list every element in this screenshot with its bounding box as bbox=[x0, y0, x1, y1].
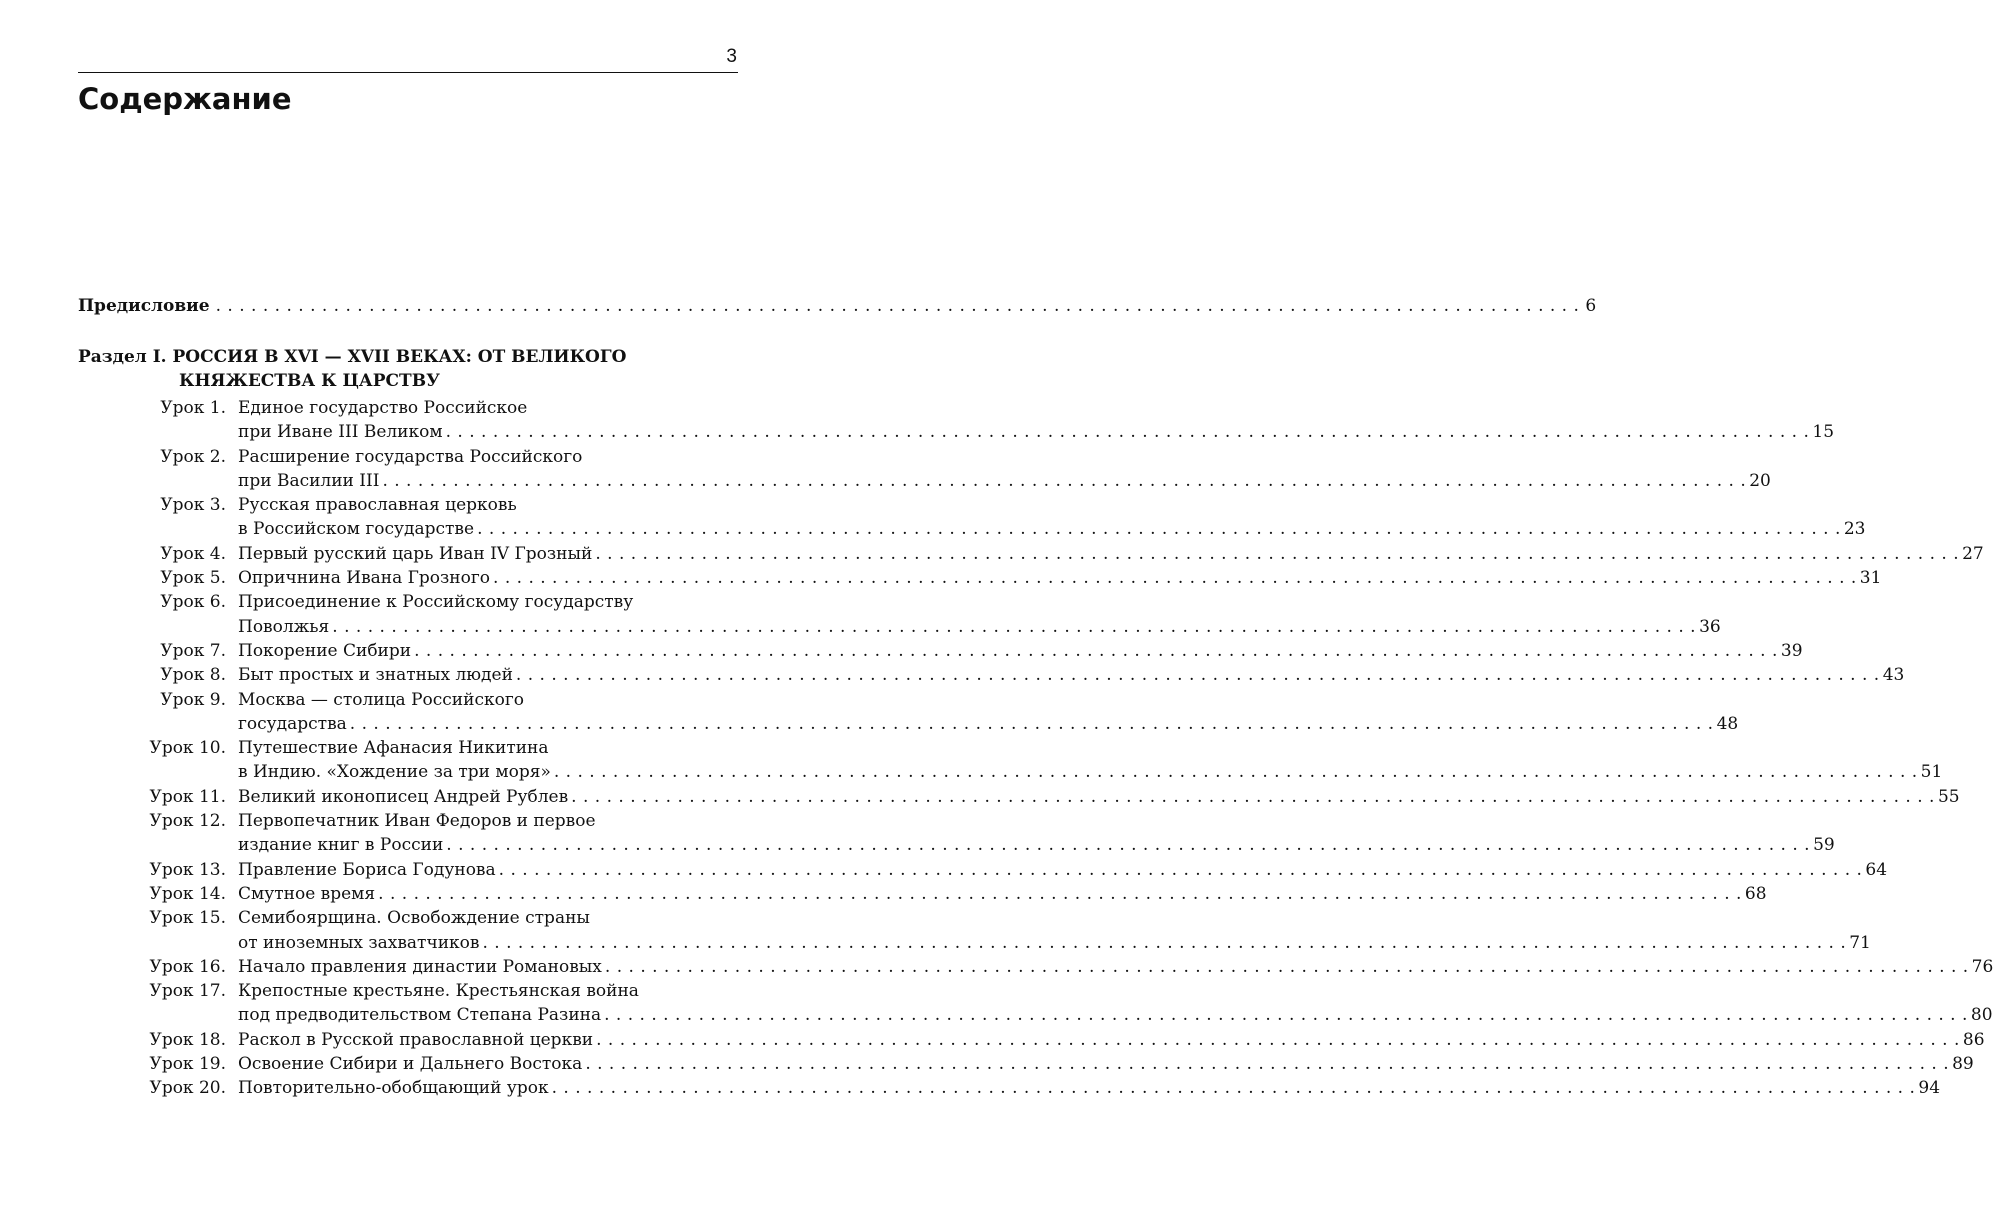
dot-leader bbox=[604, 1003, 1968, 1027]
page-title: Содержание bbox=[78, 82, 292, 116]
lesson-title-line bbox=[238, 517, 1866, 541]
lesson-title-text: издание книг в России bbox=[238, 835, 444, 856]
lesson-title-text: государства bbox=[238, 713, 347, 734]
lesson-number: Урок 1. bbox=[160, 398, 226, 418]
lesson-page: 55 bbox=[1937, 786, 1960, 807]
lesson-title-text: под предводительством Степана Разина bbox=[238, 1005, 602, 1026]
lesson-body bbox=[226, 882, 1767, 906]
lesson-title-text: в Индию. «Хождение за три моря» bbox=[238, 762, 551, 783]
lesson-title-line bbox=[238, 1076, 1940, 1100]
lesson-title-line bbox=[238, 858, 1887, 882]
section-heading bbox=[78, 345, 738, 393]
lesson-title-line bbox=[238, 1052, 1974, 1076]
toc-lesson-entry[interactable] bbox=[78, 906, 1871, 955]
dot-leader bbox=[350, 712, 1714, 736]
lesson-page: 64 bbox=[1865, 859, 1888, 880]
lesson-title-line bbox=[238, 639, 1803, 663]
lesson-title-line bbox=[238, 566, 1881, 590]
lesson-title-line: Семибоярщина. Освобождение страны bbox=[238, 908, 590, 929]
toc-lesson-entry[interactable] bbox=[78, 1076, 1941, 1100]
dot-leader bbox=[552, 1076, 1916, 1100]
lesson-page: 36 bbox=[1699, 616, 1721, 637]
lesson-body bbox=[226, 590, 1721, 639]
toc-lesson-entry[interactable] bbox=[78, 493, 1866, 542]
dot-leader bbox=[378, 882, 1742, 906]
toc-lesson-entry[interactable] bbox=[78, 1052, 1974, 1076]
toc-lesson-entry[interactable] bbox=[78, 663, 1905, 687]
dot-leader bbox=[585, 1052, 1949, 1076]
lesson-title-line bbox=[238, 663, 1904, 687]
dot-leader bbox=[446, 420, 1810, 444]
lesson-title-line bbox=[238, 420, 1834, 444]
lesson-title-line bbox=[238, 833, 1835, 857]
preface-page: 6 bbox=[1585, 296, 1597, 316]
header-rule bbox=[78, 72, 738, 73]
lesson-title-line: Путешествие Афанасия Никитина bbox=[238, 738, 549, 759]
toc-lesson-entry[interactable] bbox=[78, 542, 1984, 566]
lesson-title-line bbox=[238, 615, 1721, 639]
toc-lesson-entry[interactable] bbox=[78, 955, 1993, 979]
lesson-title-line bbox=[238, 1028, 1985, 1052]
toc-lesson-entry[interactable] bbox=[78, 566, 1882, 590]
lesson-number: Урок 11. bbox=[149, 786, 226, 807]
lesson-title-line bbox=[238, 882, 1767, 906]
lesson-body bbox=[226, 785, 1960, 809]
lesson-body bbox=[226, 445, 1771, 494]
lesson-title-text: Быт простых и знатных людей bbox=[238, 665, 513, 686]
lesson-list bbox=[78, 396, 1993, 1101]
toc-lesson-entry[interactable] bbox=[78, 882, 1767, 906]
lesson-title-text: Смутное время bbox=[238, 883, 376, 904]
lesson-number: Урок 5. bbox=[160, 568, 226, 589]
lesson-title-text: Поволжья bbox=[238, 616, 330, 637]
lesson-title-text: Повторительно-обобщающий урок bbox=[238, 1078, 549, 1099]
toc-lesson-entry[interactable] bbox=[78, 688, 1739, 737]
dot-leader bbox=[554, 760, 1918, 784]
lesson-page: 20 bbox=[1749, 470, 1771, 491]
lesson-body bbox=[226, 955, 1993, 979]
lesson-number: Урок 17. bbox=[149, 981, 226, 1002]
lesson-number: Урок 14. bbox=[149, 883, 226, 904]
lesson-number: Урок 12. bbox=[149, 811, 226, 832]
lesson-title-text: Освоение Сибири и Дальнего Востока bbox=[238, 1054, 583, 1075]
lesson-number: Урок 3. bbox=[160, 495, 226, 516]
toc-lesson-entry[interactable] bbox=[78, 396, 1835, 445]
lesson-body bbox=[226, 736, 1942, 785]
lesson-page: 94 bbox=[1918, 1078, 1941, 1099]
lesson-page: 23 bbox=[1843, 519, 1866, 540]
lesson-title-line: Русская православная церковь bbox=[238, 495, 517, 516]
dot-leader bbox=[446, 833, 1810, 857]
dot-leader bbox=[605, 955, 1969, 979]
lesson-number: Урок 15. bbox=[149, 908, 226, 929]
lesson-page: 15 bbox=[1812, 422, 1835, 443]
lesson-number: Урок 4. bbox=[160, 543, 226, 564]
toc-lesson-entry[interactable] bbox=[78, 785, 1960, 809]
lesson-body bbox=[226, 1076, 1940, 1100]
lesson-number: Урок 6. bbox=[160, 592, 226, 613]
lesson-body bbox=[226, 688, 1738, 737]
dot-leader bbox=[482, 931, 1846, 955]
lesson-body bbox=[226, 1052, 1974, 1076]
lesson-number: Урок 18. bbox=[149, 1029, 226, 1050]
lesson-page: 48 bbox=[1716, 713, 1739, 734]
lesson-title-line: Первопечатник Иван Федоров и первое bbox=[238, 811, 596, 832]
lesson-body bbox=[226, 809, 1835, 858]
lesson-body bbox=[226, 979, 1993, 1028]
toc-lesson-entry[interactable] bbox=[78, 979, 1993, 1028]
lesson-title-line bbox=[238, 469, 1771, 493]
lesson-body bbox=[226, 566, 1881, 590]
dot-leader bbox=[216, 296, 1580, 316]
toc-preface-entry[interactable] bbox=[78, 296, 1597, 316]
lesson-body bbox=[226, 906, 1871, 955]
lesson-title-line: Присоединение к Российскому государству bbox=[238, 592, 634, 613]
lesson-body bbox=[226, 542, 1984, 566]
lesson-title-text: Раскол в Русской православной церкви bbox=[238, 1029, 594, 1050]
lesson-title-line: Расширение государства Российского bbox=[238, 446, 583, 467]
toc-lesson-entry[interactable] bbox=[78, 639, 1803, 663]
dot-leader bbox=[332, 615, 1696, 639]
lesson-number: Урок 9. bbox=[160, 689, 226, 710]
dot-leader bbox=[516, 663, 1880, 687]
lesson-page: 68 bbox=[1744, 883, 1767, 904]
lesson-title-line bbox=[238, 1003, 1993, 1027]
lesson-page: 39 bbox=[1780, 640, 1803, 661]
lesson-title-line bbox=[238, 542, 1984, 566]
toc-lesson-entry[interactable] bbox=[78, 445, 1771, 494]
dot-leader bbox=[595, 542, 1959, 566]
lesson-title-line bbox=[238, 760, 1942, 784]
lesson-number: Урок 16. bbox=[149, 956, 226, 977]
lesson-title-text: Начало правления династии Романовых bbox=[238, 956, 602, 977]
lesson-page: 76 bbox=[1971, 956, 1993, 977]
lesson-title-text: при Василии III bbox=[238, 470, 380, 491]
toc-lesson-entry[interactable] bbox=[78, 809, 1835, 858]
lesson-page: 59 bbox=[1813, 835, 1835, 856]
lesson-title-line bbox=[238, 955, 1993, 979]
toc-lesson-entry[interactable] bbox=[78, 590, 1721, 639]
lesson-title-line: Единое государство Российское bbox=[238, 398, 528, 418]
lesson-title-text: Покорение Сибири bbox=[238, 640, 412, 661]
lesson-number: Урок 10. bbox=[149, 738, 226, 759]
toc-lesson-entry[interactable] bbox=[78, 858, 1888, 882]
lesson-page: 86 bbox=[1962, 1029, 1985, 1050]
lesson-number: Урок 7. bbox=[160, 640, 226, 661]
lesson-number: Урок 19. bbox=[149, 1054, 226, 1075]
lesson-page: 31 bbox=[1859, 568, 1882, 589]
lesson-title-line bbox=[238, 931, 1871, 955]
dot-leader bbox=[493, 566, 1857, 590]
lesson-title-line bbox=[238, 712, 1738, 736]
lesson-title-text: Великий иконописец Андрей Рублев bbox=[238, 786, 569, 807]
lesson-page: 89 bbox=[1952, 1054, 1974, 1075]
lesson-body bbox=[226, 663, 1904, 687]
lesson-number: Урок 2. bbox=[160, 446, 226, 467]
lesson-body bbox=[226, 639, 1803, 663]
dot-leader bbox=[499, 858, 1863, 882]
dot-leader bbox=[571, 785, 1935, 809]
lesson-body bbox=[226, 396, 1834, 445]
preface-label: Предисловие bbox=[78, 296, 210, 316]
lesson-body bbox=[226, 1028, 1985, 1052]
lesson-title-line: Крепостные крестьяне. Крестьянская война bbox=[238, 981, 639, 1002]
dot-leader bbox=[414, 639, 1778, 663]
lesson-title-text: в Российском государстве bbox=[238, 519, 475, 540]
lesson-title-text: Первый русский царь Иван IV Грозный bbox=[238, 543, 593, 564]
lesson-title-line bbox=[238, 785, 1960, 809]
lesson-title-line: Москва — столица Российского bbox=[238, 689, 524, 710]
lesson-page: 27 bbox=[1962, 543, 1984, 564]
section-heading-line2: КНЯЖЕСТВА К ЦАРСТВУ bbox=[179, 371, 440, 391]
lesson-title-text: Правление Бориса Годунова bbox=[238, 859, 496, 880]
dot-leader bbox=[382, 469, 1746, 493]
page-number: 3 bbox=[726, 46, 737, 67]
lesson-title-text: от иноземных захватчиков bbox=[238, 932, 480, 953]
lesson-number: Урок 20. bbox=[149, 1078, 226, 1099]
lesson-number: Урок 13. bbox=[149, 859, 226, 880]
toc-lesson-entry[interactable] bbox=[78, 1028, 1985, 1052]
section-heading-line1: Раздел I. РОССИЯ В XVI — XVII ВЕКАХ: ОТ ВЕЛИКОГО bbox=[78, 347, 627, 367]
dot-leader bbox=[477, 517, 1841, 541]
lesson-page: 43 bbox=[1882, 665, 1905, 686]
lesson-page: 51 bbox=[1920, 762, 1943, 783]
toc-lesson-entry[interactable] bbox=[78, 736, 1943, 785]
lesson-page: 80 bbox=[1970, 1005, 1993, 1026]
lesson-body bbox=[226, 493, 1866, 542]
lesson-title-text: при Иване III Великом bbox=[238, 422, 443, 443]
lesson-title-text: Опричнина Ивана Грозного bbox=[238, 568, 491, 589]
dot-leader bbox=[596, 1028, 1960, 1052]
lesson-page: 71 bbox=[1849, 932, 1871, 953]
lesson-body bbox=[226, 858, 1887, 882]
lesson-number: Урок 8. bbox=[160, 665, 226, 686]
